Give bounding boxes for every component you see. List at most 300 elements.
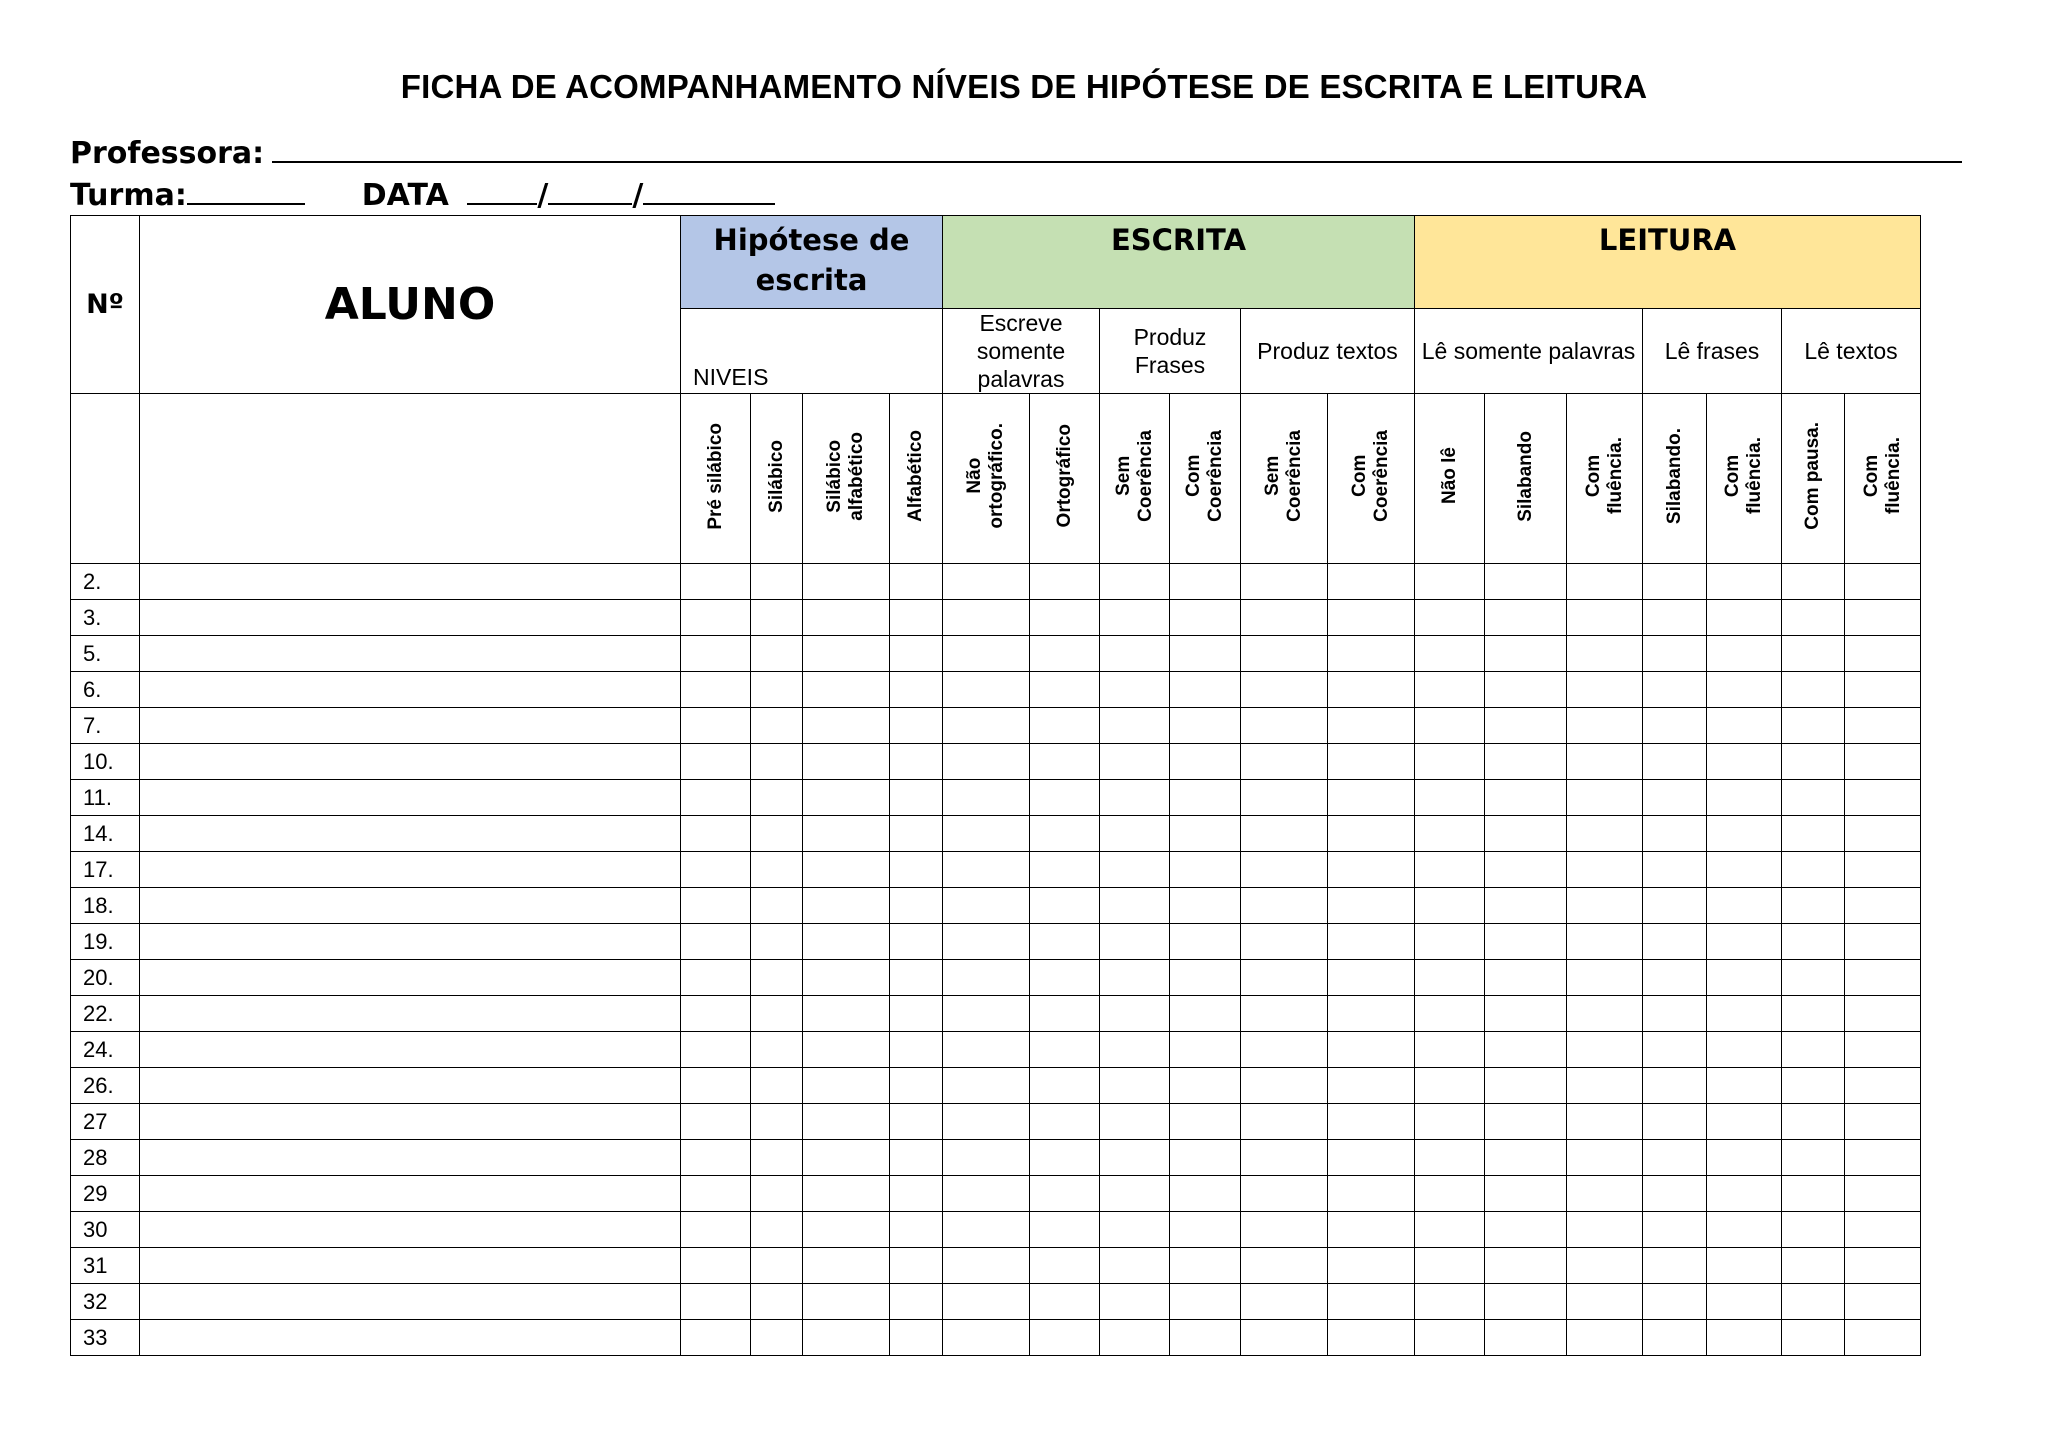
mark-cell[interactable] <box>1707 672 1782 708</box>
mark-cell[interactable] <box>1328 600 1415 636</box>
mark-cell[interactable] <box>681 1104 751 1140</box>
mark-cell[interactable] <box>890 924 943 960</box>
mark-cell[interactable] <box>1241 1032 1328 1068</box>
mark-cell[interactable] <box>890 1248 943 1284</box>
mark-cell[interactable] <box>1845 1068 1921 1104</box>
student-name-cell[interactable] <box>140 1104 681 1140</box>
mark-cell[interactable] <box>1567 888 1643 924</box>
mark-cell[interactable] <box>1170 1248 1241 1284</box>
mark-cell[interactable] <box>1707 1212 1782 1248</box>
mark-cell[interactable] <box>1782 888 1845 924</box>
mark-cell[interactable] <box>1170 816 1241 852</box>
mark-cell[interactable] <box>803 672 890 708</box>
mark-cell[interactable] <box>751 1104 803 1140</box>
mark-cell[interactable] <box>1707 564 1782 600</box>
mark-cell[interactable] <box>1707 1320 1782 1356</box>
mark-cell[interactable] <box>1100 1176 1170 1212</box>
mark-cell[interactable] <box>1030 1248 1100 1284</box>
mark-cell[interactable] <box>751 888 803 924</box>
mark-cell[interactable] <box>1415 924 1485 960</box>
mark-cell[interactable] <box>1030 1140 1100 1176</box>
student-name-cell[interactable] <box>140 1284 681 1320</box>
mark-cell[interactable] <box>1567 816 1643 852</box>
mark-cell[interactable] <box>1328 1104 1415 1140</box>
mark-cell[interactable] <box>1845 1320 1921 1356</box>
mark-cell[interactable] <box>1485 564 1567 600</box>
mark-cell[interactable] <box>681 600 751 636</box>
mark-cell[interactable] <box>751 600 803 636</box>
mark-cell[interactable] <box>1100 1068 1170 1104</box>
mark-cell[interactable] <box>1100 1248 1170 1284</box>
mark-cell[interactable] <box>943 852 1030 888</box>
mark-cell[interactable] <box>1030 1320 1100 1356</box>
mark-cell[interactable] <box>1100 600 1170 636</box>
mark-cell[interactable] <box>943 636 1030 672</box>
mark-cell[interactable] <box>681 1248 751 1284</box>
mark-cell[interactable] <box>1707 852 1782 888</box>
mark-cell[interactable] <box>1845 996 1921 1032</box>
mark-cell[interactable] <box>1170 1176 1241 1212</box>
mark-cell[interactable] <box>1567 960 1643 996</box>
mark-cell[interactable] <box>1100 636 1170 672</box>
mark-cell[interactable] <box>1415 744 1485 780</box>
mark-cell[interactable] <box>751 1068 803 1104</box>
turma-blank[interactable] <box>187 179 305 205</box>
mark-cell[interactable] <box>1707 1248 1782 1284</box>
mark-cell[interactable] <box>1643 744 1707 780</box>
mark-cell[interactable] <box>1567 1248 1643 1284</box>
mark-cell[interactable] <box>1170 1140 1241 1176</box>
mark-cell[interactable] <box>1030 1212 1100 1248</box>
mark-cell[interactable] <box>1845 1212 1921 1248</box>
mark-cell[interactable] <box>1567 744 1643 780</box>
mark-cell[interactable] <box>1241 1320 1328 1356</box>
mark-cell[interactable] <box>1707 888 1782 924</box>
mark-cell[interactable] <box>751 564 803 600</box>
mark-cell[interactable] <box>1782 1320 1845 1356</box>
mark-cell[interactable] <box>1328 1032 1415 1068</box>
mark-cell[interactable] <box>1643 816 1707 852</box>
student-name-cell[interactable] <box>140 1176 681 1212</box>
mark-cell[interactable] <box>1845 672 1921 708</box>
mark-cell[interactable] <box>1030 1176 1100 1212</box>
date-day-blank[interactable] <box>467 179 537 205</box>
mark-cell[interactable] <box>1241 708 1328 744</box>
mark-cell[interactable] <box>1415 960 1485 996</box>
mark-cell[interactable] <box>1643 564 1707 600</box>
mark-cell[interactable] <box>890 816 943 852</box>
student-name-cell[interactable] <box>140 780 681 816</box>
mark-cell[interactable] <box>1567 708 1643 744</box>
mark-cell[interactable] <box>1485 600 1567 636</box>
mark-cell[interactable] <box>1485 672 1567 708</box>
mark-cell[interactable] <box>1170 996 1241 1032</box>
mark-cell[interactable] <box>1567 600 1643 636</box>
mark-cell[interactable] <box>1328 672 1415 708</box>
mark-cell[interactable] <box>1845 1140 1921 1176</box>
mark-cell[interactable] <box>1241 1068 1328 1104</box>
mark-cell[interactable] <box>1485 888 1567 924</box>
mark-cell[interactable] <box>1241 636 1328 672</box>
mark-cell[interactable] <box>681 996 751 1032</box>
mark-cell[interactable] <box>1328 1248 1415 1284</box>
mark-cell[interactable] <box>1643 924 1707 960</box>
mark-cell[interactable] <box>890 1068 943 1104</box>
mark-cell[interactable] <box>1100 1284 1170 1320</box>
mark-cell[interactable] <box>1241 816 1328 852</box>
mark-cell[interactable] <box>1241 924 1328 960</box>
mark-cell[interactable] <box>1415 1248 1485 1284</box>
mark-cell[interactable] <box>803 888 890 924</box>
student-name-cell[interactable] <box>140 888 681 924</box>
mark-cell[interactable] <box>681 888 751 924</box>
mark-cell[interactable] <box>943 1284 1030 1320</box>
mark-cell[interactable] <box>1170 1212 1241 1248</box>
mark-cell[interactable] <box>1567 1284 1643 1320</box>
mark-cell[interactable] <box>803 1176 890 1212</box>
mark-cell[interactable] <box>1643 1104 1707 1140</box>
mark-cell[interactable] <box>1707 1032 1782 1068</box>
mark-cell[interactable] <box>1643 1212 1707 1248</box>
student-name-cell[interactable] <box>140 1320 681 1356</box>
mark-cell[interactable] <box>1782 744 1845 780</box>
mark-cell[interactable] <box>1241 1212 1328 1248</box>
mark-cell[interactable] <box>1328 1068 1415 1104</box>
mark-cell[interactable] <box>1170 960 1241 996</box>
mark-cell[interactable] <box>1845 744 1921 780</box>
mark-cell[interactable] <box>890 780 943 816</box>
mark-cell[interactable] <box>1567 1320 1643 1356</box>
mark-cell[interactable] <box>751 1320 803 1356</box>
mark-cell[interactable] <box>1567 1176 1643 1212</box>
mark-cell[interactable] <box>1845 636 1921 672</box>
mark-cell[interactable] <box>1782 852 1845 888</box>
mark-cell[interactable] <box>1707 708 1782 744</box>
mark-cell[interactable] <box>1845 960 1921 996</box>
mark-cell[interactable] <box>1328 1212 1415 1248</box>
mark-cell[interactable] <box>1782 708 1845 744</box>
mark-cell[interactable] <box>1100 1104 1170 1140</box>
mark-cell[interactable] <box>1643 708 1707 744</box>
mark-cell[interactable] <box>803 1068 890 1104</box>
mark-cell[interactable] <box>890 1032 943 1068</box>
mark-cell[interactable] <box>1415 1212 1485 1248</box>
mark-cell[interactable] <box>1241 960 1328 996</box>
mark-cell[interactable] <box>1845 924 1921 960</box>
mark-cell[interactable] <box>890 672 943 708</box>
mark-cell[interactable] <box>1328 816 1415 852</box>
mark-cell[interactable] <box>1170 888 1241 924</box>
mark-cell[interactable] <box>1485 1032 1567 1068</box>
mark-cell[interactable] <box>1170 672 1241 708</box>
mark-cell[interactable] <box>681 744 751 780</box>
mark-cell[interactable] <box>1328 996 1415 1032</box>
mark-cell[interactable] <box>1100 1212 1170 1248</box>
mark-cell[interactable] <box>1567 780 1643 816</box>
mark-cell[interactable] <box>1567 1140 1643 1176</box>
mark-cell[interactable] <box>1485 816 1567 852</box>
mark-cell[interactable] <box>1845 564 1921 600</box>
student-name-cell[interactable] <box>140 744 681 780</box>
mark-cell[interactable] <box>803 780 890 816</box>
mark-cell[interactable] <box>890 960 943 996</box>
mark-cell[interactable] <box>1782 924 1845 960</box>
mark-cell[interactable] <box>803 1248 890 1284</box>
mark-cell[interactable] <box>1643 960 1707 996</box>
mark-cell[interactable] <box>1643 852 1707 888</box>
mark-cell[interactable] <box>751 1212 803 1248</box>
student-name-cell[interactable] <box>140 672 681 708</box>
mark-cell[interactable] <box>681 816 751 852</box>
student-name-cell[interactable] <box>140 996 681 1032</box>
mark-cell[interactable] <box>1707 816 1782 852</box>
mark-cell[interactable] <box>1241 744 1328 780</box>
mark-cell[interactable] <box>1485 1248 1567 1284</box>
mark-cell[interactable] <box>1415 636 1485 672</box>
mark-cell[interactable] <box>803 636 890 672</box>
mark-cell[interactable] <box>1415 708 1485 744</box>
mark-cell[interactable] <box>751 708 803 744</box>
mark-cell[interactable] <box>1415 1104 1485 1140</box>
mark-cell[interactable] <box>1567 996 1643 1032</box>
mark-cell[interactable] <box>681 924 751 960</box>
mark-cell[interactable] <box>1100 816 1170 852</box>
mark-cell[interactable] <box>803 744 890 780</box>
mark-cell[interactable] <box>943 1176 1030 1212</box>
mark-cell[interactable] <box>681 1140 751 1176</box>
mark-cell[interactable] <box>1328 852 1415 888</box>
student-name-cell[interactable] <box>140 960 681 996</box>
mark-cell[interactable] <box>1241 600 1328 636</box>
student-name-cell[interactable] <box>140 600 681 636</box>
mark-cell[interactable] <box>1030 1032 1100 1068</box>
mark-cell[interactable] <box>1030 564 1100 600</box>
mark-cell[interactable] <box>1643 1320 1707 1356</box>
mark-cell[interactable] <box>1707 1284 1782 1320</box>
mark-cell[interactable] <box>681 780 751 816</box>
mark-cell[interactable] <box>1328 1140 1415 1176</box>
mark-cell[interactable] <box>890 708 943 744</box>
mark-cell[interactable] <box>943 1032 1030 1068</box>
mark-cell[interactable] <box>803 996 890 1032</box>
mark-cell[interactable] <box>943 780 1030 816</box>
mark-cell[interactable] <box>1643 1140 1707 1176</box>
mark-cell[interactable] <box>1485 1104 1567 1140</box>
mark-cell[interactable] <box>1100 672 1170 708</box>
mark-cell[interactable] <box>1845 1248 1921 1284</box>
mark-cell[interactable] <box>1100 996 1170 1032</box>
mark-cell[interactable] <box>803 816 890 852</box>
mark-cell[interactable] <box>1241 996 1328 1032</box>
mark-cell[interactable] <box>803 708 890 744</box>
mark-cell[interactable] <box>1170 744 1241 780</box>
mark-cell[interactable] <box>1782 1248 1845 1284</box>
mark-cell[interactable] <box>1782 960 1845 996</box>
mark-cell[interactable] <box>1328 708 1415 744</box>
mark-cell[interactable] <box>751 744 803 780</box>
mark-cell[interactable] <box>1170 1320 1241 1356</box>
mark-cell[interactable] <box>1030 600 1100 636</box>
mark-cell[interactable] <box>751 816 803 852</box>
mark-cell[interactable] <box>890 1176 943 1212</box>
mark-cell[interactable] <box>751 852 803 888</box>
mark-cell[interactable] <box>1100 852 1170 888</box>
mark-cell[interactable] <box>1845 1176 1921 1212</box>
mark-cell[interactable] <box>1485 1140 1567 1176</box>
mark-cell[interactable] <box>681 1032 751 1068</box>
mark-cell[interactable] <box>751 636 803 672</box>
mark-cell[interactable] <box>1707 1176 1782 1212</box>
mark-cell[interactable] <box>1241 1284 1328 1320</box>
mark-cell[interactable] <box>1328 1320 1415 1356</box>
mark-cell[interactable] <box>1241 1140 1328 1176</box>
mark-cell[interactable] <box>1328 888 1415 924</box>
mark-cell[interactable] <box>1328 960 1415 996</box>
mark-cell[interactable] <box>1328 924 1415 960</box>
mark-cell[interactable] <box>890 636 943 672</box>
student-name-cell[interactable] <box>140 708 681 744</box>
mark-cell[interactable] <box>1030 852 1100 888</box>
mark-cell[interactable] <box>751 996 803 1032</box>
mark-cell[interactable] <box>1707 636 1782 672</box>
mark-cell[interactable] <box>1415 1320 1485 1356</box>
mark-cell[interactable] <box>1100 924 1170 960</box>
mark-cell[interactable] <box>890 564 943 600</box>
mark-cell[interactable] <box>1643 888 1707 924</box>
mark-cell[interactable] <box>1241 852 1328 888</box>
mark-cell[interactable] <box>1782 780 1845 816</box>
mark-cell[interactable] <box>681 960 751 996</box>
student-name-cell[interactable] <box>140 816 681 852</box>
mark-cell[interactable] <box>1485 780 1567 816</box>
mark-cell[interactable] <box>681 672 751 708</box>
mark-cell[interactable] <box>1030 780 1100 816</box>
mark-cell[interactable] <box>1170 1104 1241 1140</box>
mark-cell[interactable] <box>1782 672 1845 708</box>
mark-cell[interactable] <box>1100 1320 1170 1356</box>
mark-cell[interactable] <box>1567 1068 1643 1104</box>
mark-cell[interactable] <box>1328 744 1415 780</box>
student-name-cell[interactable] <box>140 636 681 672</box>
mark-cell[interactable] <box>1030 1284 1100 1320</box>
mark-cell[interactable] <box>1782 636 1845 672</box>
mark-cell[interactable] <box>1170 852 1241 888</box>
mark-cell[interactable] <box>803 1212 890 1248</box>
mark-cell[interactable] <box>1100 744 1170 780</box>
mark-cell[interactable] <box>1643 1032 1707 1068</box>
mark-cell[interactable] <box>1170 564 1241 600</box>
mark-cell[interactable] <box>751 1284 803 1320</box>
mark-cell[interactable] <box>803 1320 890 1356</box>
mark-cell[interactable] <box>1241 564 1328 600</box>
mark-cell[interactable] <box>1030 888 1100 924</box>
mark-cell[interactable] <box>1567 1104 1643 1140</box>
mark-cell[interactable] <box>1415 996 1485 1032</box>
mark-cell[interactable] <box>1485 744 1567 780</box>
mark-cell[interactable] <box>1567 1212 1643 1248</box>
mark-cell[interactable] <box>1643 780 1707 816</box>
mark-cell[interactable] <box>751 1176 803 1212</box>
mark-cell[interactable] <box>681 708 751 744</box>
mark-cell[interactable] <box>751 780 803 816</box>
mark-cell[interactable] <box>1030 708 1100 744</box>
mark-cell[interactable] <box>1100 960 1170 996</box>
mark-cell[interactable] <box>1567 1032 1643 1068</box>
mark-cell[interactable] <box>803 960 890 996</box>
mark-cell[interactable] <box>1170 1068 1241 1104</box>
mark-cell[interactable] <box>890 888 943 924</box>
mark-cell[interactable] <box>1782 816 1845 852</box>
mark-cell[interactable] <box>751 924 803 960</box>
mark-cell[interactable] <box>1485 1212 1567 1248</box>
mark-cell[interactable] <box>1170 600 1241 636</box>
mark-cell[interactable] <box>890 1320 943 1356</box>
mark-cell[interactable] <box>1707 600 1782 636</box>
date-month-blank[interactable] <box>548 179 632 205</box>
mark-cell[interactable] <box>681 564 751 600</box>
mark-cell[interactable] <box>681 1068 751 1104</box>
mark-cell[interactable] <box>751 672 803 708</box>
mark-cell[interactable] <box>1782 600 1845 636</box>
mark-cell[interactable] <box>1643 672 1707 708</box>
mark-cell[interactable] <box>681 1212 751 1248</box>
mark-cell[interactable] <box>1845 708 1921 744</box>
mark-cell[interactable] <box>1567 636 1643 672</box>
mark-cell[interactable] <box>1782 996 1845 1032</box>
mark-cell[interactable] <box>943 960 1030 996</box>
mark-cell[interactable] <box>1241 780 1328 816</box>
mark-cell[interactable] <box>1415 672 1485 708</box>
mark-cell[interactable] <box>1782 1104 1845 1140</box>
mark-cell[interactable] <box>943 1320 1030 1356</box>
mark-cell[interactable] <box>1782 1032 1845 1068</box>
mark-cell[interactable] <box>890 600 943 636</box>
mark-cell[interactable] <box>1030 1068 1100 1104</box>
mark-cell[interactable] <box>803 852 890 888</box>
mark-cell[interactable] <box>1707 780 1782 816</box>
mark-cell[interactable] <box>1845 780 1921 816</box>
mark-cell[interactable] <box>1030 672 1100 708</box>
mark-cell[interactable] <box>1328 564 1415 600</box>
mark-cell[interactable] <box>890 1140 943 1176</box>
mark-cell[interactable] <box>1707 924 1782 960</box>
mark-cell[interactable] <box>943 744 1030 780</box>
mark-cell[interactable] <box>1328 636 1415 672</box>
mark-cell[interactable] <box>1100 564 1170 600</box>
student-name-cell[interactable] <box>140 1212 681 1248</box>
student-name-cell[interactable] <box>140 1032 681 1068</box>
mark-cell[interactable] <box>1415 564 1485 600</box>
mark-cell[interactable] <box>751 1248 803 1284</box>
mark-cell[interactable] <box>1100 708 1170 744</box>
mark-cell[interactable] <box>1030 636 1100 672</box>
mark-cell[interactable] <box>1845 852 1921 888</box>
mark-cell[interactable] <box>1415 1140 1485 1176</box>
mark-cell[interactable] <box>1845 1104 1921 1140</box>
mark-cell[interactable] <box>1241 1176 1328 1212</box>
mark-cell[interactable] <box>890 852 943 888</box>
mark-cell[interactable] <box>751 1032 803 1068</box>
mark-cell[interactable] <box>1030 924 1100 960</box>
mark-cell[interactable] <box>803 924 890 960</box>
mark-cell[interactable] <box>943 1212 1030 1248</box>
mark-cell[interactable] <box>803 564 890 600</box>
mark-cell[interactable] <box>1485 1320 1567 1356</box>
mark-cell[interactable] <box>1845 1032 1921 1068</box>
mark-cell[interactable] <box>1328 1176 1415 1212</box>
mark-cell[interactable] <box>1485 852 1567 888</box>
mark-cell[interactable] <box>1567 672 1643 708</box>
